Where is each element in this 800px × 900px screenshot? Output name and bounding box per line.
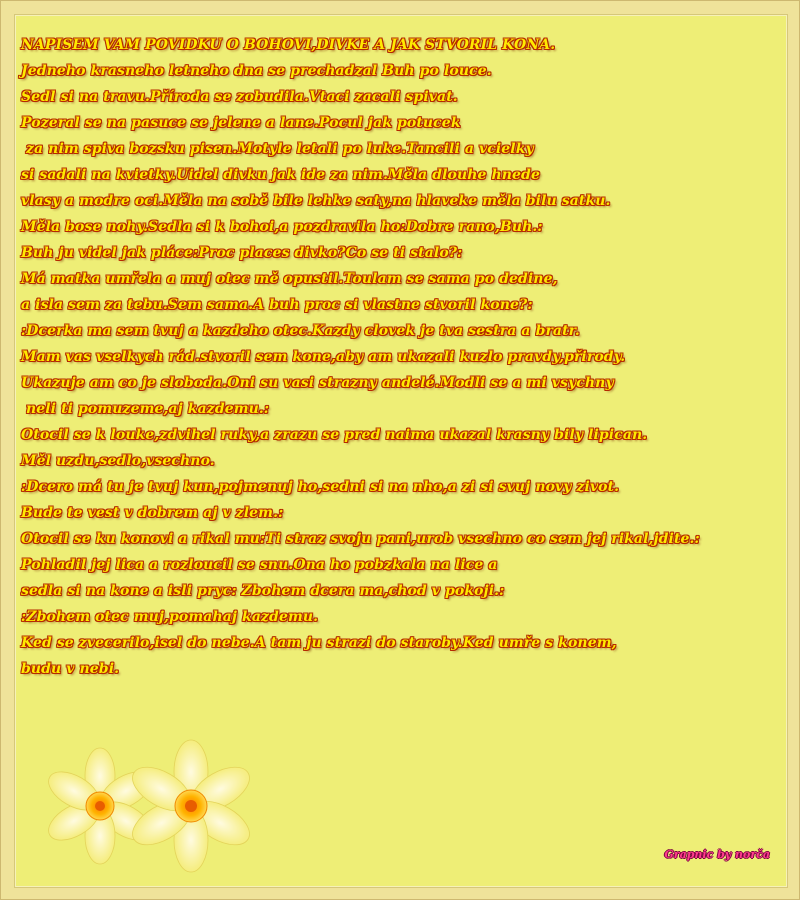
- story-line: Ked se zvecerilo,isel do nebe.A tam ju strazi do staroby.Ked umře s konem,: [21, 635, 617, 651]
- story-line: Bude te vest v dobrem aj v zlem.:: [21, 505, 284, 521]
- story-line: Měl uzdu,sedlo,vsechno.: [21, 453, 215, 469]
- story-line: :Dcerka ma sem tvuj a kazdeho otec.Kazdy clovek je tva sestra a bratr.: [21, 323, 580, 339]
- graphics-credit: Grapnic by norča: [664, 848, 770, 861]
- story-line: NAPISEM VAM POVIDKU O BOHOVI,DIVKE A JAK STVORIL KONA.: [21, 37, 556, 53]
- story-line: Otocil se ku konovi a rikal mu:Ti straz svoju pani,urob vsechno co sem jej rikal,jdite.:: [21, 531, 700, 547]
- story-line: Sedl si na travu.Příroda se zobudila.Vtaci zacali spivat.: [21, 89, 458, 105]
- story-line: za nim spiva bozsku pisen.Motyle letali po luke.Tancili a vcielky: [21, 141, 534, 157]
- story-text: [21, 32, 700, 682]
- daffodil-right: [125, 740, 256, 872]
- story-line: si sadali na kvietky.Uidel divku jak ide za nim.Měla dlouhe hnede: [21, 167, 540, 183]
- story-line: vlasy a modre oci.Měla na sobě bile lehke saty,na hlaveke měla bilu satku.: [21, 193, 611, 209]
- story-line: Buh ju videl jak pláce:Proc places divko?Co se ti stalo?:: [21, 245, 463, 261]
- story-line: Ukazuje am co je sloboda.Oni su vasi strazny andelé.Modli se a mi vsychny: [21, 375, 614, 391]
- story-line: Mam vas vselkych rád.stvoril sem kone,aby am ukazali kuzlo pravdy,přirody.: [21, 349, 626, 365]
- daffodil-left: [48, 748, 158, 864]
- story-line: a isla sem za tebu.Sem sama.A buh proc si vlastne stvoril kone?:: [21, 297, 533, 313]
- story-line: neli ti pomuzeme,aj kazdemu.:: [21, 401, 270, 417]
- story-line: Otocil se k louke,zdvihel ruky,a zrazu se pred naima ukazal krasny bily lipican.: [21, 427, 648, 443]
- story-line: :Zbohem otec muj,pomahaj kazdemu.: [21, 609, 319, 625]
- story-line: Měla bose nohy.Sedla si k bohoi,a pozdravila ho:Dobre rano,Buh.:: [21, 219, 543, 235]
- story-line: budu v nebi.: [21, 661, 120, 677]
- daffodils-illustration: [48, 736, 263, 886]
- story-line: sedla si na kone a isli pryc: Zbohem dcera ma,chod v pokoji.:: [21, 583, 505, 599]
- story-line: Má matka umřela a muj otec mě opustil.Toulam se sama po dedine,: [21, 271, 558, 287]
- story-line: Pozeral se na pasuce se jelene a lane.Pocul jak potucek: [21, 115, 461, 131]
- story-line: Jedneho krasneho letneho dna se prechadzal Buh po louce.: [21, 63, 492, 79]
- story-line: :Dcero má tu je tvuj kun,pojmenuj ho,sedni si na nho,a zi si svuj novy zivot.: [21, 479, 620, 495]
- story-line: Pohladil jej lica a rozloucil se snu.Ona ho pobzkala na lice a: [21, 557, 498, 573]
